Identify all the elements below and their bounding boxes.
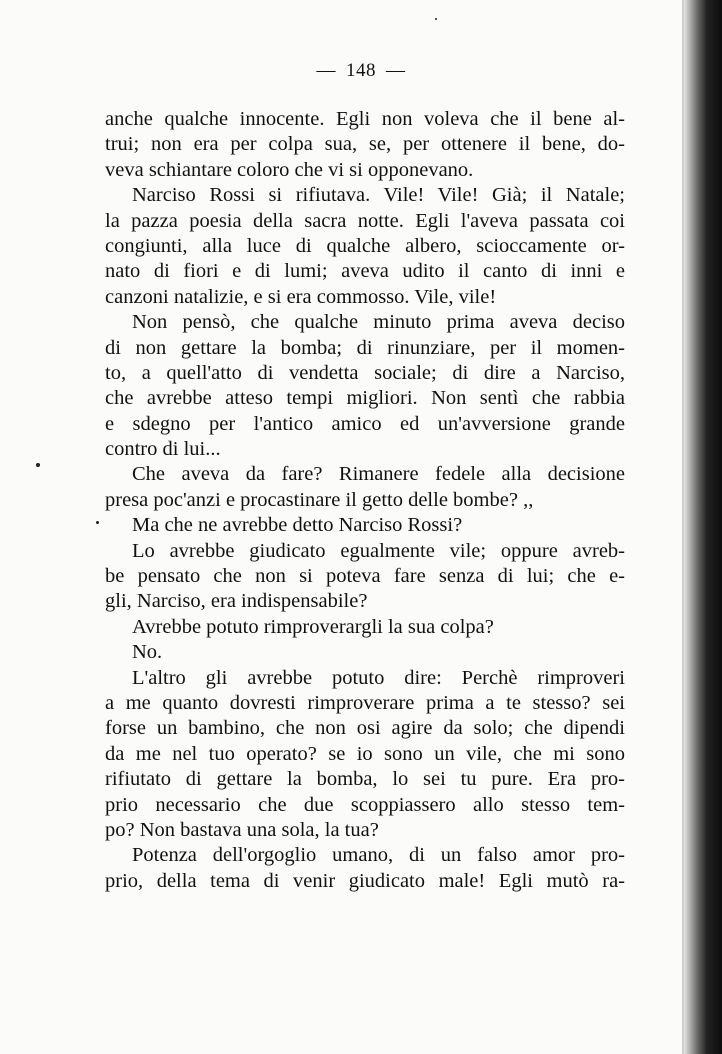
text-line: po? Non bastava una sola, la tua? — [105, 818, 379, 841]
text-line: anche qualche innocente. Egli non voleva che il bene al- — [105, 108, 625, 130]
text-line: L'altro gli avrebbe potuto dire: Perchè rimproveri — [132, 666, 625, 689]
text-line: Ma che ne avrebbe detto Narciso Rossi? — [132, 514, 463, 537]
text-line: Lo avrebbe giudicato egualmente vile; oppure avreb- — [132, 539, 625, 562]
text-line: Che aveva da fare? Rimanere fedele alla decisione — [132, 463, 625, 486]
text-line: prio, della tema di venir giudicato male! Egli mutò ra- — [105, 869, 625, 892]
text-line: Non pensò, che qualche minuto prima aveva deciso — [132, 311, 625, 334]
paragraph — [105, 107, 625, 183]
paragraph — [105, 183, 625, 310]
page-number-dash-left: — — [316, 60, 336, 81]
paragraph — [105, 666, 625, 844]
text-line: prio necessario che due scoppiassero allo stesso tem- — [105, 793, 625, 816]
page-number-dash-right: — — [386, 60, 406, 81]
text-line: congiunti, alla luce di qualche albero, scioccamente or- — [105, 234, 625, 257]
text-line: gli, Narciso, era indispensabile? — [105, 590, 368, 613]
text-line: veva schiantare coloro che vi si opponevano. — [105, 158, 474, 181]
text-line: rifiutato di gettare la bomba, lo sei tu pure. Era pro- — [105, 768, 625, 791]
paragraph — [105, 640, 625, 665]
book-spine-shadow — [684, 0, 722, 1054]
text-line: che avrebbe atteso tempi migliori. Non sentì che rabbia — [105, 387, 625, 410]
text-line: to, a quell'atto di vendetta sociale; di dire a Narciso, — [105, 361, 625, 384]
text-line: e sdegno per l'antico amico ed un'avversione grande — [105, 412, 625, 435]
paragraph — [105, 513, 625, 538]
text-line: da me nel tuo operato? se io sono un vile, che mi sono — [105, 742, 625, 765]
page-number-value: 148 — [346, 60, 376, 81]
text-line: la pazza poesia della sacra notte. Egli l'aveva passata coi — [105, 209, 625, 232]
text-line: trui; non era per colpa sua, se, per ottenere il bene, do- — [105, 133, 625, 156]
text-line: No. — [132, 641, 163, 664]
text-line: a me quanto dovresti rimproverare prima a te stesso? sei — [105, 691, 625, 714]
ink-speck — [96, 521, 99, 524]
text-line: di non gettare la bomba; di rinunziare, per il momen- — [105, 336, 625, 359]
ink-speck — [36, 463, 40, 467]
text-line: contro di lui... — [105, 438, 221, 461]
body-text — [105, 107, 625, 894]
paragraph — [105, 615, 625, 640]
paragraph — [105, 462, 625, 513]
text-line: presa poc'anzi e procastinare il getto delle bombe? ,, — [105, 488, 534, 511]
ink-speck — [435, 18, 437, 20]
text-line: Narciso Rossi si rifiutava. Vile! Vile! Già; il Natale; — [132, 184, 625, 207]
page-number — [0, 60, 722, 82]
text-line: Potenza dell'orgoglio umano, di un falso amor pro- — [132, 844, 625, 867]
paragraph — [105, 310, 625, 462]
paragraph — [105, 539, 625, 615]
text-line: be pensato che non si poteva fare senza di lui; che e- — [105, 565, 625, 588]
paragraph — [105, 843, 625, 894]
text-line: forse un bambino, che non osi agire da solo; che dipendi — [105, 717, 625, 740]
text-line: Avrebbe potuto rimproverargli la sua colpa? — [132, 615, 494, 638]
text-line: canzoni natalizie, e si era commosso. Vile, vile! — [105, 285, 497, 308]
text-line: nato di fiori e di lumi; aveva udito il canto di inni e — [105, 260, 625, 283]
